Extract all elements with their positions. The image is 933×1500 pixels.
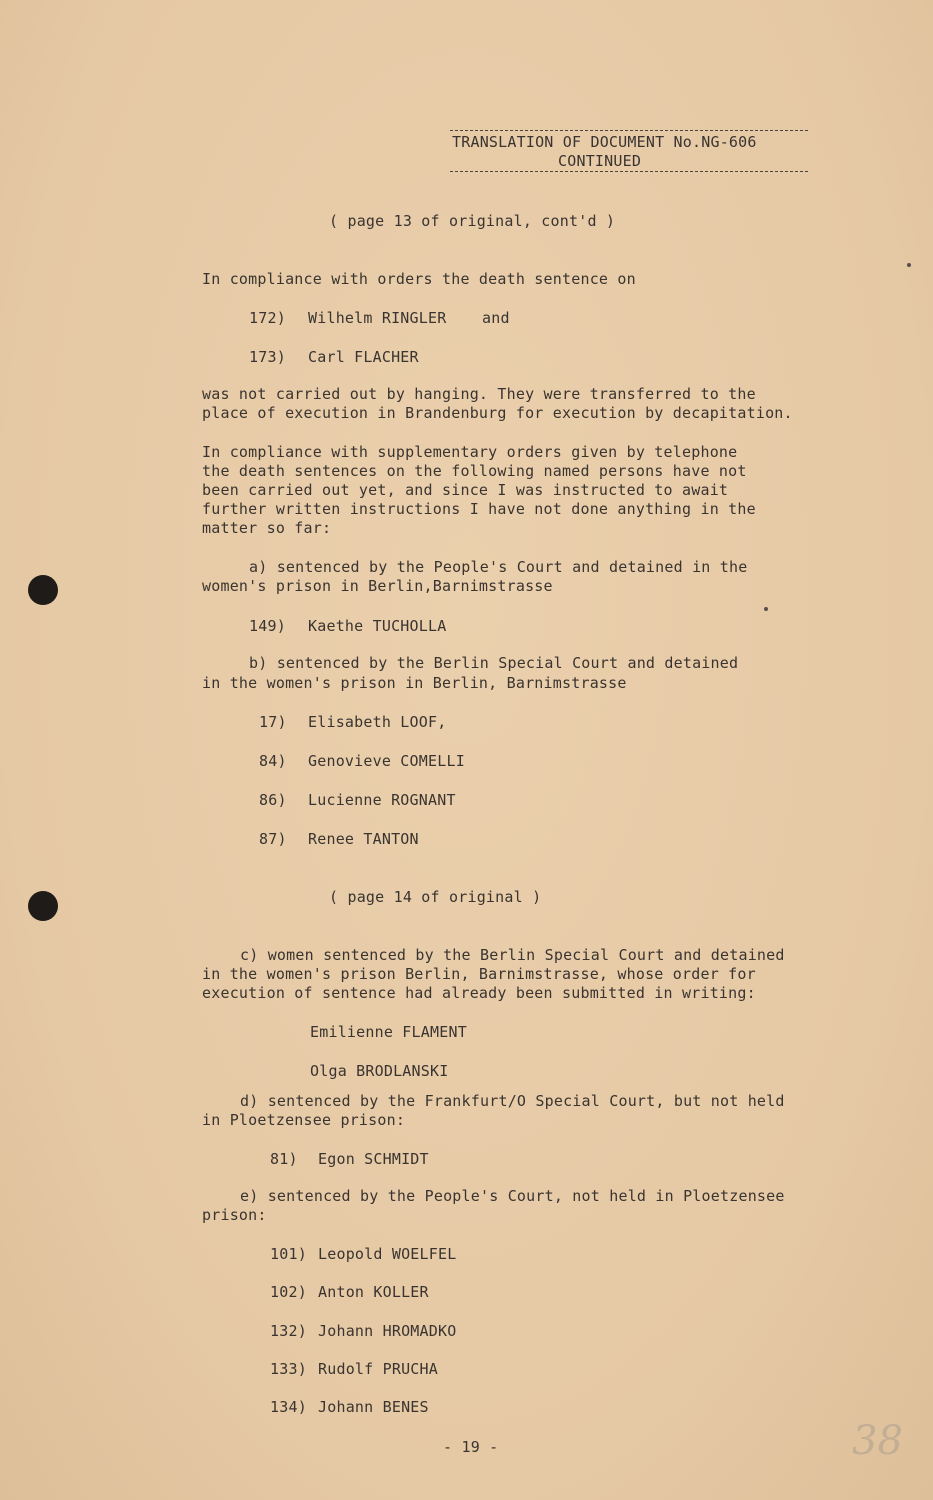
- page-reference-13: ( page 13 of original, cont'd ): [329, 212, 616, 230]
- handwritten-page-mark: 38: [852, 1418, 903, 1464]
- list-item-number: 81): [270, 1150, 298, 1168]
- list-item-name: Johann HROMADKO: [318, 1322, 457, 1340]
- list-item-name: Anton KOLLER: [318, 1283, 429, 1301]
- paragraph-line: was not carried out by hanging. They were transferred to the: [202, 385, 756, 403]
- header-title: TRANSLATION OF DOCUMENT No.NG-606: [452, 133, 757, 151]
- list-item-name: Egon SCHMIDT: [318, 1150, 429, 1168]
- header-bottom-rule: [450, 171, 808, 172]
- list-item-number: 134): [270, 1398, 307, 1416]
- paragraph-line: In compliance with supplementary orders given by telephone: [202, 443, 738, 461]
- list-item-number: 84): [259, 752, 287, 770]
- section-b-line: b) sentenced by the Berlin Special Court and detained: [249, 654, 739, 672]
- header-top-rule: [450, 130, 808, 131]
- list-item-suffix: and: [482, 309, 510, 327]
- paragraph-line: been carried out yet, and since I was instructed to await: [202, 481, 729, 499]
- paper-speck: [907, 263, 911, 267]
- list-item-number: 149): [249, 617, 286, 635]
- list-item-number: 132): [270, 1322, 307, 1340]
- punch-hole-top: [28, 575, 58, 605]
- list-item-number: 101): [270, 1245, 307, 1263]
- section-e-line: prison:: [202, 1206, 267, 1224]
- list-item-name: Genovieve COMELLI: [308, 752, 465, 770]
- list-item-name: Rudolf PRUCHA: [318, 1360, 438, 1378]
- list-item-number: 173): [249, 348, 286, 366]
- section-c-line: c) women sentenced by the Berlin Special Court and detained: [240, 946, 785, 964]
- list-item-name: Kaethe TUCHOLLA: [308, 617, 447, 635]
- list-item-number: 17): [259, 713, 287, 731]
- list-item-name: Carl FLACHER: [308, 348, 419, 366]
- list-item-number: 102): [270, 1283, 307, 1301]
- intro-text: In compliance with orders the death sentence on: [202, 270, 636, 288]
- section-c-line: in the women's prison Berlin, Barnimstrasse, whose order for: [202, 965, 756, 983]
- section-e-line: e) sentenced by the People's Court, not held in Ploetzensee: [240, 1187, 785, 1205]
- list-item-name: Leopold WOELFEL: [318, 1245, 457, 1263]
- list-item-name: Elisabeth LOOF,: [308, 713, 447, 731]
- paragraph-line: matter so far:: [202, 519, 332, 537]
- section-a-line: women's prison in Berlin,Barnimstrasse: [202, 577, 553, 595]
- section-d-line: in Ploetzensee prison:: [202, 1111, 406, 1129]
- list-item-number: 87): [259, 830, 287, 848]
- list-item-number: 133): [270, 1360, 307, 1378]
- paper-speck: [764, 607, 768, 611]
- section-a-line: a) sentenced by the People's Court and detained in the: [249, 558, 748, 576]
- list-item-name: Lucienne ROGNANT: [308, 791, 456, 809]
- paragraph-line: place of execution in Brandenburg for execution by decapitation.: [202, 404, 793, 422]
- list-item-name: Johann BENES: [318, 1398, 429, 1416]
- list-item-name: Emilienne FLAMENT: [310, 1023, 467, 1041]
- list-item-name: Olga BRODLANSKI: [310, 1062, 449, 1080]
- header-continued: CONTINUED: [558, 152, 642, 170]
- paragraph-line: further written instructions I have not done anything in the: [202, 500, 756, 518]
- paragraph-line: the death sentences on the following named persons have not: [202, 462, 747, 480]
- section-b-line: in the women's prison in Berlin, Barnimstrasse: [202, 674, 627, 692]
- punch-hole-bottom: [28, 891, 58, 921]
- section-c-line: execution of sentence had already been submitted in writing:: [202, 984, 756, 1002]
- section-d-line: d) sentenced by the Frankfurt/O Special Court, but not held: [240, 1092, 785, 1110]
- page-number: - 19 -: [443, 1438, 499, 1456]
- page-reference-14: ( page 14 of original ): [329, 888, 542, 906]
- list-item-number: 172): [249, 309, 286, 327]
- list-item-number: 86): [259, 791, 287, 809]
- list-item-name: Wilhelm RINGLER: [308, 309, 447, 327]
- list-item-name: Renee TANTON: [308, 830, 419, 848]
